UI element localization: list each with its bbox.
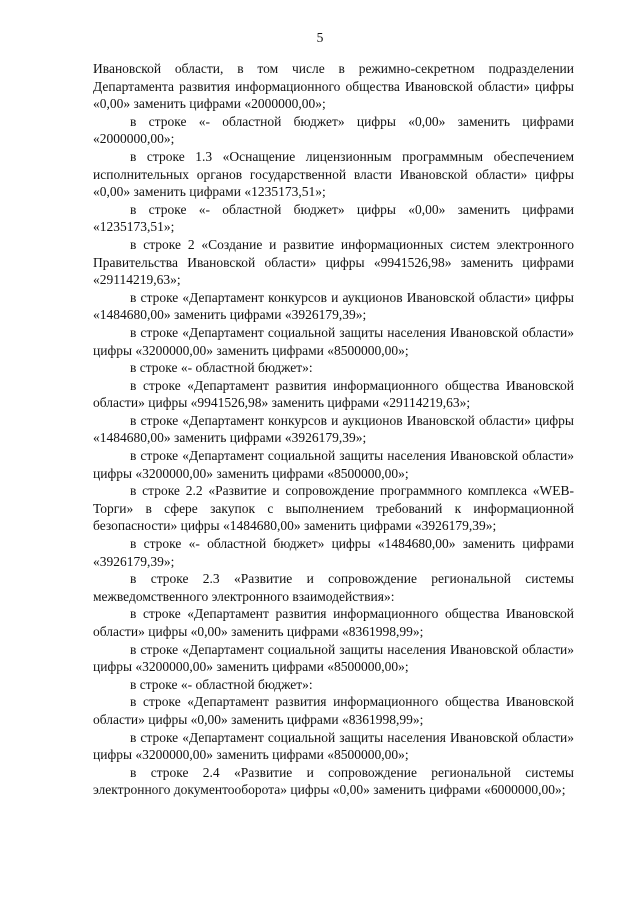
amendment-paragraph: в строке «Департамент развития информационного общества Ивановской области» цифры «9941526,98» заменить цифрами «29114219,63»; <box>93 377 574 411</box>
amendment-paragraph: в строке «- областной бюджет» цифры «0,00» заменить цифрами «1235173,51»; <box>93 201 574 235</box>
amendment-paragraph: в строке 2.2 «Развитие и сопровождение программного комплекса «WEB-Торги» в сфере закупок с выполнением требований к информационной безопасности» цифры «1484680,00» заменить цифрами «3926179,39»; <box>93 483 574 534</box>
amendment-paragraph: в строке «Департамент развития информационного общества Ивановской области» цифры «0,00» заменить цифрами «8361998,99»; <box>93 694 574 727</box>
amendment-paragraph: в строке «Департамент социальной защиты населения Ивановской области» цифры «3200000,00» заменить цифрами «8500000,00»; <box>93 324 574 358</box>
amendment-paragraph: в строке «Департамент конкурсов и аукционов Ивановской области» цифры «1484680,00» заменить цифрами «3926179,39»; <box>93 412 574 446</box>
amendment-paragraph: Ивановской области, в том числе в режимно-секретном подразделении Департамента развития информационного общества Ивановской области» цифры «0,00» заменить цифрами «2000000,00»; <box>93 61 574 112</box>
amendment-paragraph: в строке «Департамент конкурсов и аукционов Ивановской области» цифры «1484680,00» заменить цифрами «3926179,39»; <box>93 289 574 323</box>
document-body <box>93 60 574 799</box>
amendment-paragraph: в строке «Департамент социальной защиты населения Ивановской области» цифры «3200000,00» заменить цифрами «8500000,00»; <box>93 641 574 675</box>
amendment-paragraph: в строке «- областной бюджет»: <box>130 676 313 692</box>
amendment-paragraph: в строке «- областной бюджет» цифры «0,00» заменить цифрами «2000000,00»; <box>93 113 574 147</box>
amendment-paragraph: в строке 2.3 «Развитие и сопровождение региональной системы межведомственного электронного взаимодействия»: <box>93 571 574 604</box>
page-number: 5 <box>316 30 324 45</box>
amendment-paragraph: в строке «Департамент социальной защиты населения Ивановской области» цифры «3200000,00» заменить цифрами «8500000,00»; <box>93 448 574 481</box>
amendment-paragraph: в строке «- областной бюджет»: <box>130 360 313 376</box>
amendment-paragraph: в строке 2.4 «Развитие и сопровождение региональной системы электронного документооборота» цифры «0,00» заменить цифрами «6000000,00»; <box>93 764 574 798</box>
amendment-paragraph: в строке «- областной бюджет» цифры «1484680,00» заменить цифрами «3926179,39»; <box>93 536 574 569</box>
amendment-paragraph: в строке «Департамент развития информационного общества Ивановской области» цифры «0,00» заменить цифрами «8361998,99»; <box>93 606 574 639</box>
amendment-paragraph: в строке 2 «Создание и развитие информационных систем электронного Правительства Ивановской области» цифры «9941526,98» заменить цифрами «29114219,63»; <box>93 236 574 288</box>
amendment-paragraph: в строке «Департамент социальной защиты населения Ивановской области» цифры «3200000,00» заменить цифрами «8500000,00»; <box>93 729 574 763</box>
amendment-paragraph: в строке 1.3 «Оснащение лицензионным программным обеспечением исполнительных органов государственной власти Ивановской области» цифры «0,00» заменить цифрами «1235173,51»; <box>93 148 574 200</box>
